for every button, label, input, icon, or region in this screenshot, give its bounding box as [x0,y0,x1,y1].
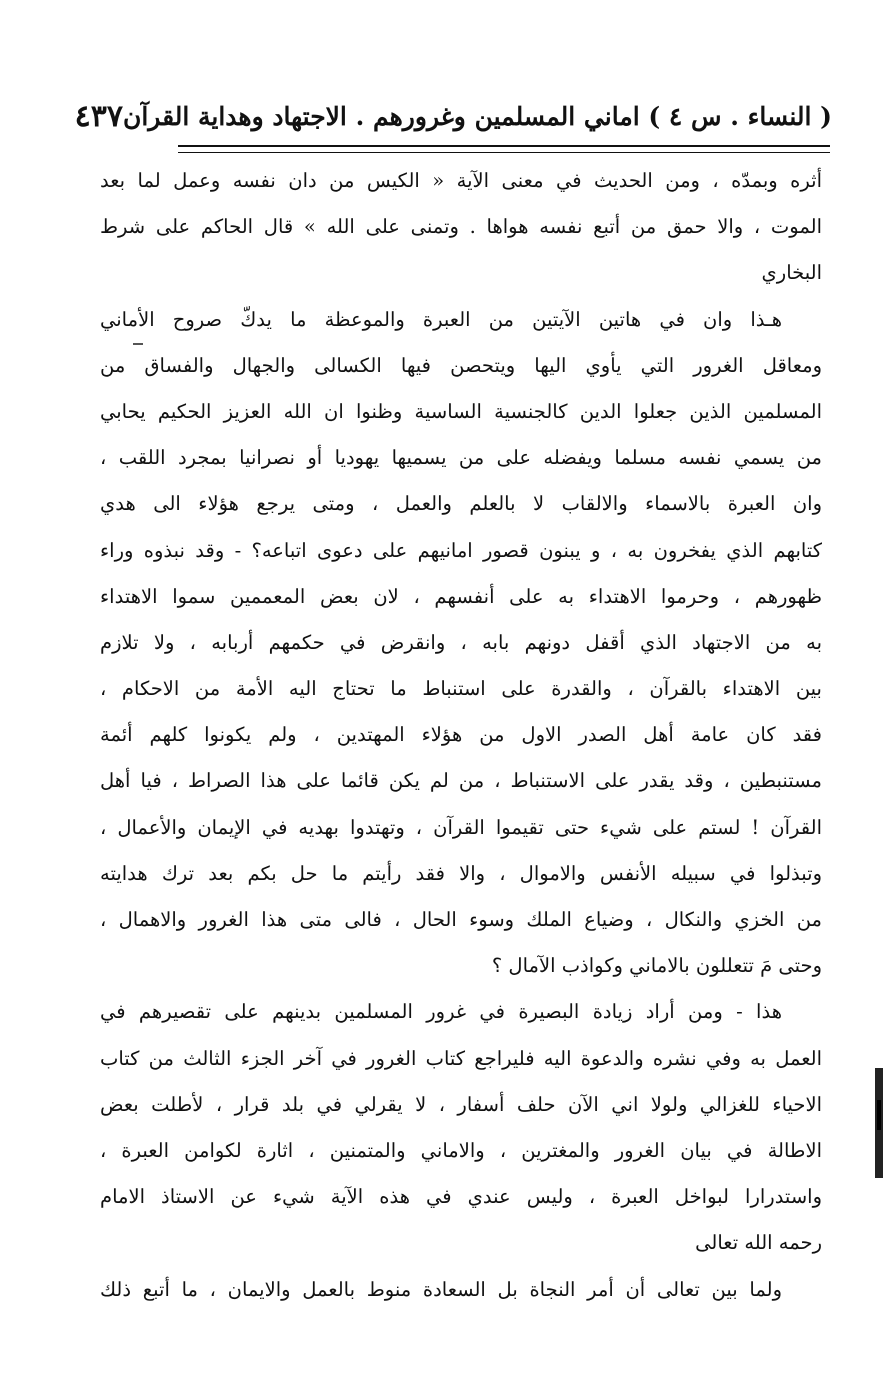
text-line: وان العبرة بالاسماء والالقاب لا بالعلم والعمل ، ومتى يرجع هؤلاء الى هدي [100,492,822,516]
text-line: من يسمي نفسه مسلما ويفضله على من يسميها يهوديا أو نصرانيا بمجرد اللقب ، [100,446,822,470]
text-line: ومعاقل الغرور التي يأوي اليها ويتحصن فيها الكسالى والجهال والفساق من [100,353,822,377]
body-text [100,158,822,1313]
margin-mark [133,343,143,345]
text-line: الموت ، والا حمق من أتبع نفسه هواها . وتمنى على الله » قال الحاكم على شرط [100,215,822,239]
paragraph-start-line: هـذا وان في هاتين الآيتين من العبرة والموعظة ما يدكّ صروح الأماني [100,307,782,331]
text-line: المسلمين الذين جعلوا الدين كالجنسية الساسية وظنوا ان الله العزيز الحكيم يحابي [100,399,822,423]
text-line: واستدرارا لبواخل العبرة ، وليس عندي في هذه الآية شيء عن الاستاذ الامام [100,1185,822,1209]
paragraph-start-line: هذا - ومن أراد زيادة البصيرة في غرور المسلمين بدينهم على تقصيرهم في [100,1000,782,1024]
text-line: أثره وبمدّه ، ومن الحديث في معنى الآية « الكيس من دان نفسه وعمل لما بعد [100,169,822,192]
text-line: البخاري [761,261,822,285]
text-line: مستنبطين ، وقد يقدر على الاستنباط ، من لم يكن قائما على هذا الصراط ، فيا أهل [100,769,822,793]
text-line: القرآن ! لستم على شيء حتى تقيموا القرآن ، وتهتدوا بهديه في الإيمان والأعمال ، [100,815,822,839]
scan-edge-mark-dark [877,1100,881,1130]
text-line: وحتى مَ تتعللون بالاماني وكواذب الآمال ؟ [491,954,822,978]
page-number: ٤٣٧ [74,98,123,134]
text-line: العمل به وفي نشره والدعوة اليه فليراجع كتاب الغرور في آخر الجزء الثالث من كتاب [100,1046,822,1070]
text-line: به من الاجتهاد الذي أقفل دونهم بابه ، وانقرض في حكمهم أربابه ، ولا تلازم [100,630,822,654]
text-line: من الخزي والنكال ، وضياع الملك وسوء الحال ، فالى متى هذا الغرور والاهمال ، [100,908,822,931]
text-line: بين الاهتداء بالقرآن ، والقدرة على استنباط ما تحتاج اليه الأمة من الاحكام ، [100,677,822,701]
text-line: كتابهم الذي يفخرون به ، و يبنون قصور امانيهم على دعوى اتباعه؟ - وقد نبذوه وراء [100,538,822,562]
text-line: الاحياء للغزالي ولولا اني الآن حلف أسفار ، لا يقرلي في بلد قرار ، لأطلت بعض [100,1092,822,1116]
text-line: رحمه الله تعالى [695,1231,822,1255]
header-rule [178,145,830,147]
header-rule-thin [178,152,830,153]
text-line: ظهورهم ، وحرموا الاهتداء به على أنفسهم ، لان بعض المعممين سموا الاهتداء [100,584,822,608]
paragraph-start-line: ولما بين تعالى أن أمر النجاة بل السعادة منوط بالعمل والايمان ، ما أتبع ذلك [100,1277,782,1301]
text-line: فقد كان عامة أهل الصدر الاول من هؤلاء المهتدين ، ولم يكونوا كلهم أئمة [100,723,822,747]
running-header [74,92,832,140]
text-line: الاطالة في بيان الغرور والمغترين ، والاماني والمتمنين ، اثارة لكوامن العبرة ، [100,1138,822,1162]
text-line: وتبذلوا في سبيله الأنفس والاموال ، والا فقد رأيتم ما حل بكم بعد ترك هدايته [100,861,822,885]
header-title: ( النساء . س ٤ ) اماني المسلمين وغرورهم . الاجتهاد وهداية القرآن [122,101,832,131]
